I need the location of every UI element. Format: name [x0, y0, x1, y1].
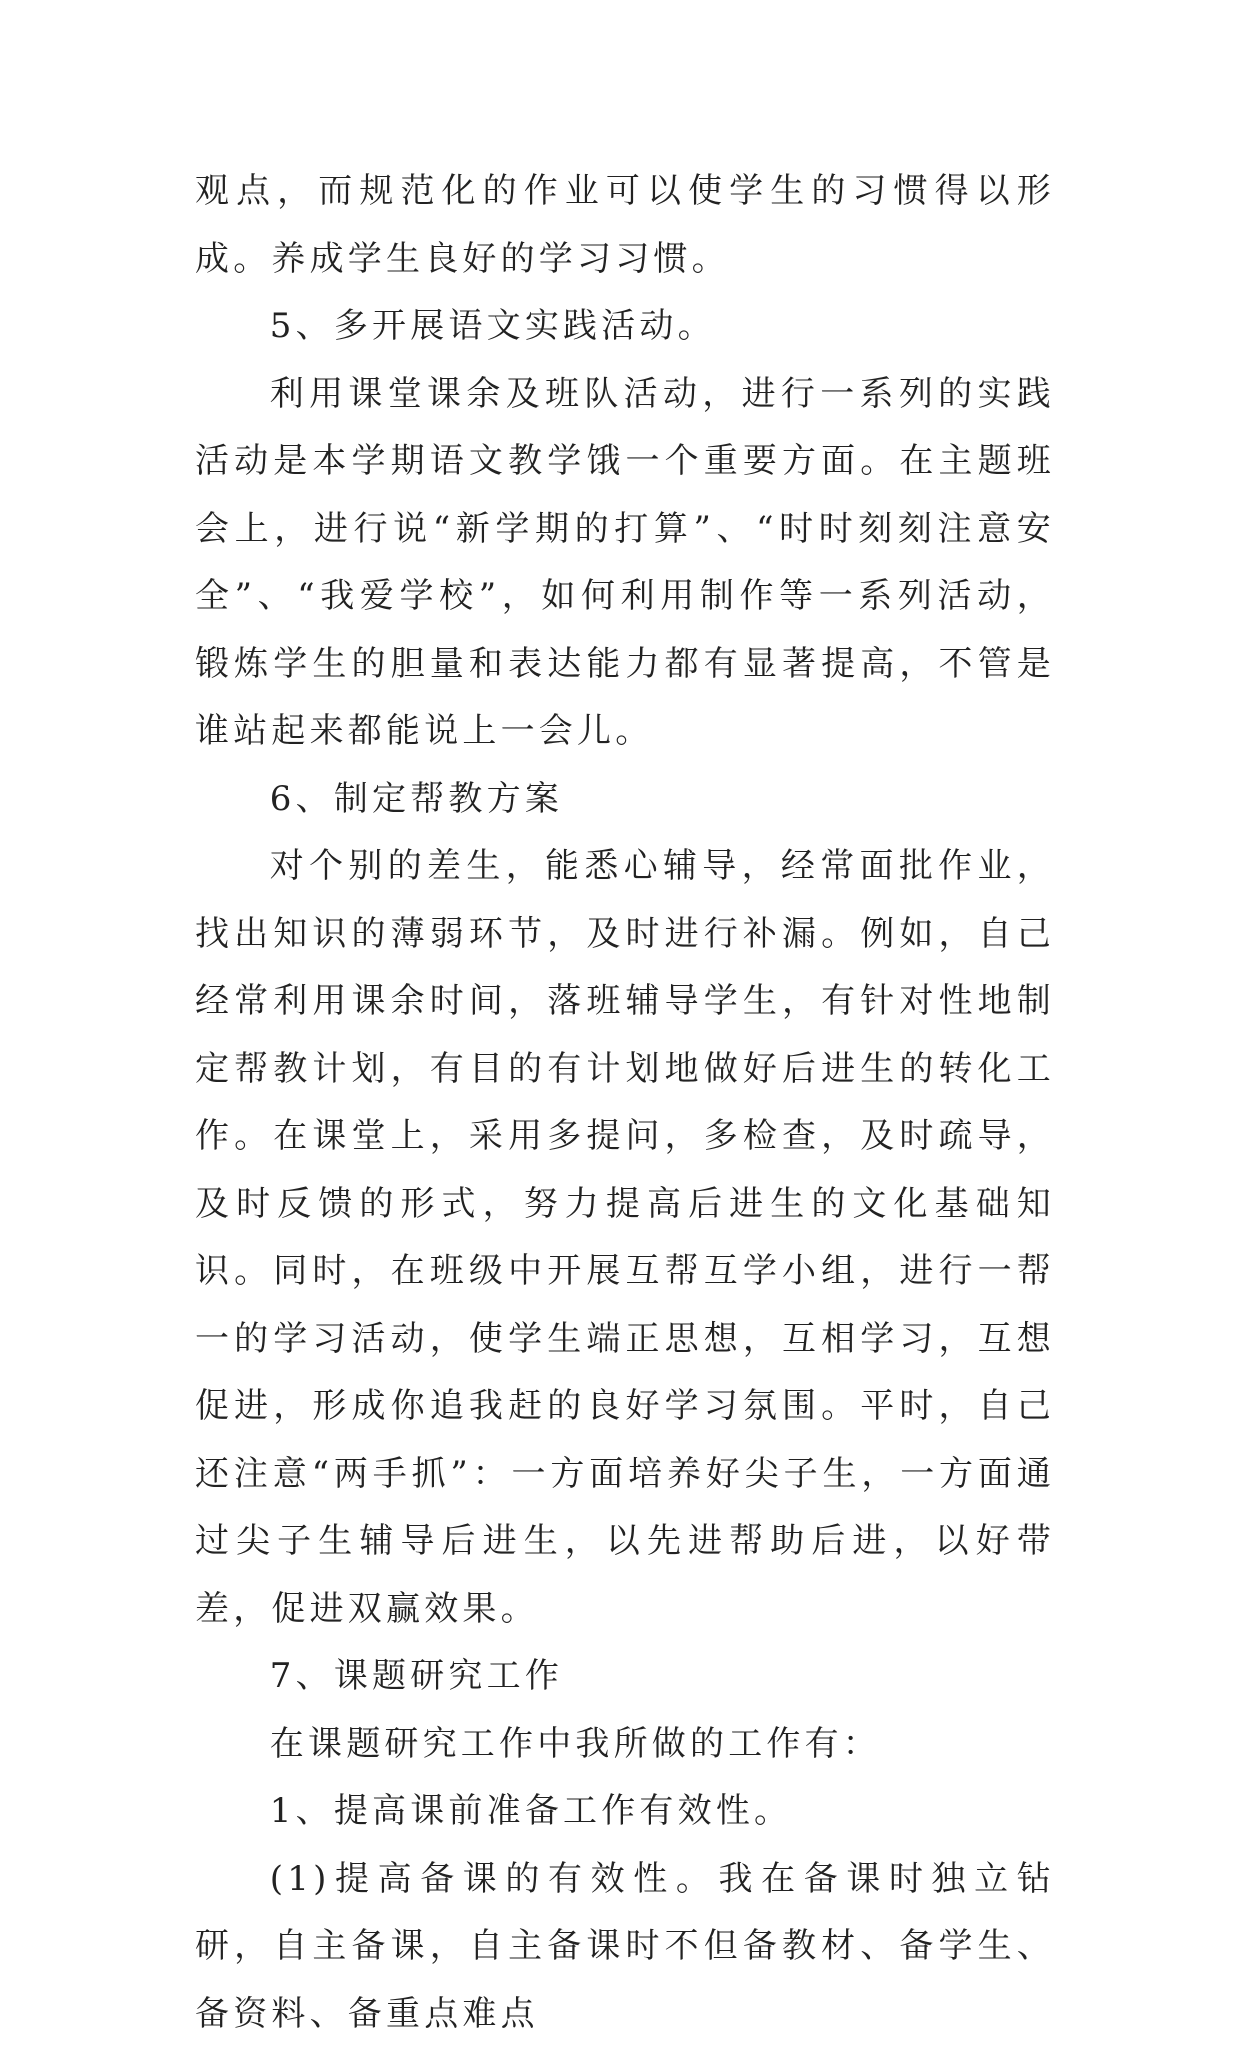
- heading-preparation-effectiveness: 1、提高课前准备工作有效性。: [195, 1778, 1055, 1846]
- paragraph-practice-activities: 利用课堂课余及班队活动，进行一系列的实践活动是本学期语文教学饿一个重要方面。在主题班会上，进行说“新学期的打算”、“时时刻刻注意安全”、“我爱学校”，如何利用制作等一系列活动，锻炼学生的胆量和表达能力都有显著提高，不管是谁站起来都能说上一会儿。: [195, 361, 1055, 766]
- heading-research-work: 7、课题研究工作: [195, 1643, 1055, 1711]
- paragraph-habits-conclusion: 观点，而规范化的作业可以使学生的习惯得以形成。养成学生良好的学习习惯。: [195, 158, 1055, 293]
- document-body: [195, 158, 1055, 2048]
- heading-chinese-practice: 5、多开展语文实践活动。: [195, 293, 1055, 361]
- paragraph-tutoring-plan: 对个别的差生，能悉心辅导，经常面批作业，找出知识的薄弱环节，及时进行补漏。例如，自己经常利用课余时间，落班辅导学生，有针对性地制定帮教计划，有目的有计划地做好后进生的转化工作。在课堂上，采用多提问，多检查，及时疏导，及时反馈的形式，努力提高后进生的文化基础知识。同时，在班级中开展互帮互学小组，进行一帮一的学习活动，使学生端正思想，互相学习，互想促进，形成你追我赶的良好学习氛围。平时，自己还注意“两手抓”：一方面培养好尖子生，一方面通过尖子生辅导后进生，以先进帮助后进，以好带差，促进双赢效果。: [195, 833, 1055, 1643]
- heading-tutoring-plan: 6、制定帮教方案: [195, 766, 1055, 834]
- paragraph-lesson-planning: (1)提高备课的有效性。我在备课时独立钻研，自主备课，自主备课时不但备教材、备学生、备资料、备重点难点: [195, 1846, 1055, 2048]
- paragraph-research-intro: 在课题研究工作中我所做的工作有：: [195, 1711, 1055, 1779]
